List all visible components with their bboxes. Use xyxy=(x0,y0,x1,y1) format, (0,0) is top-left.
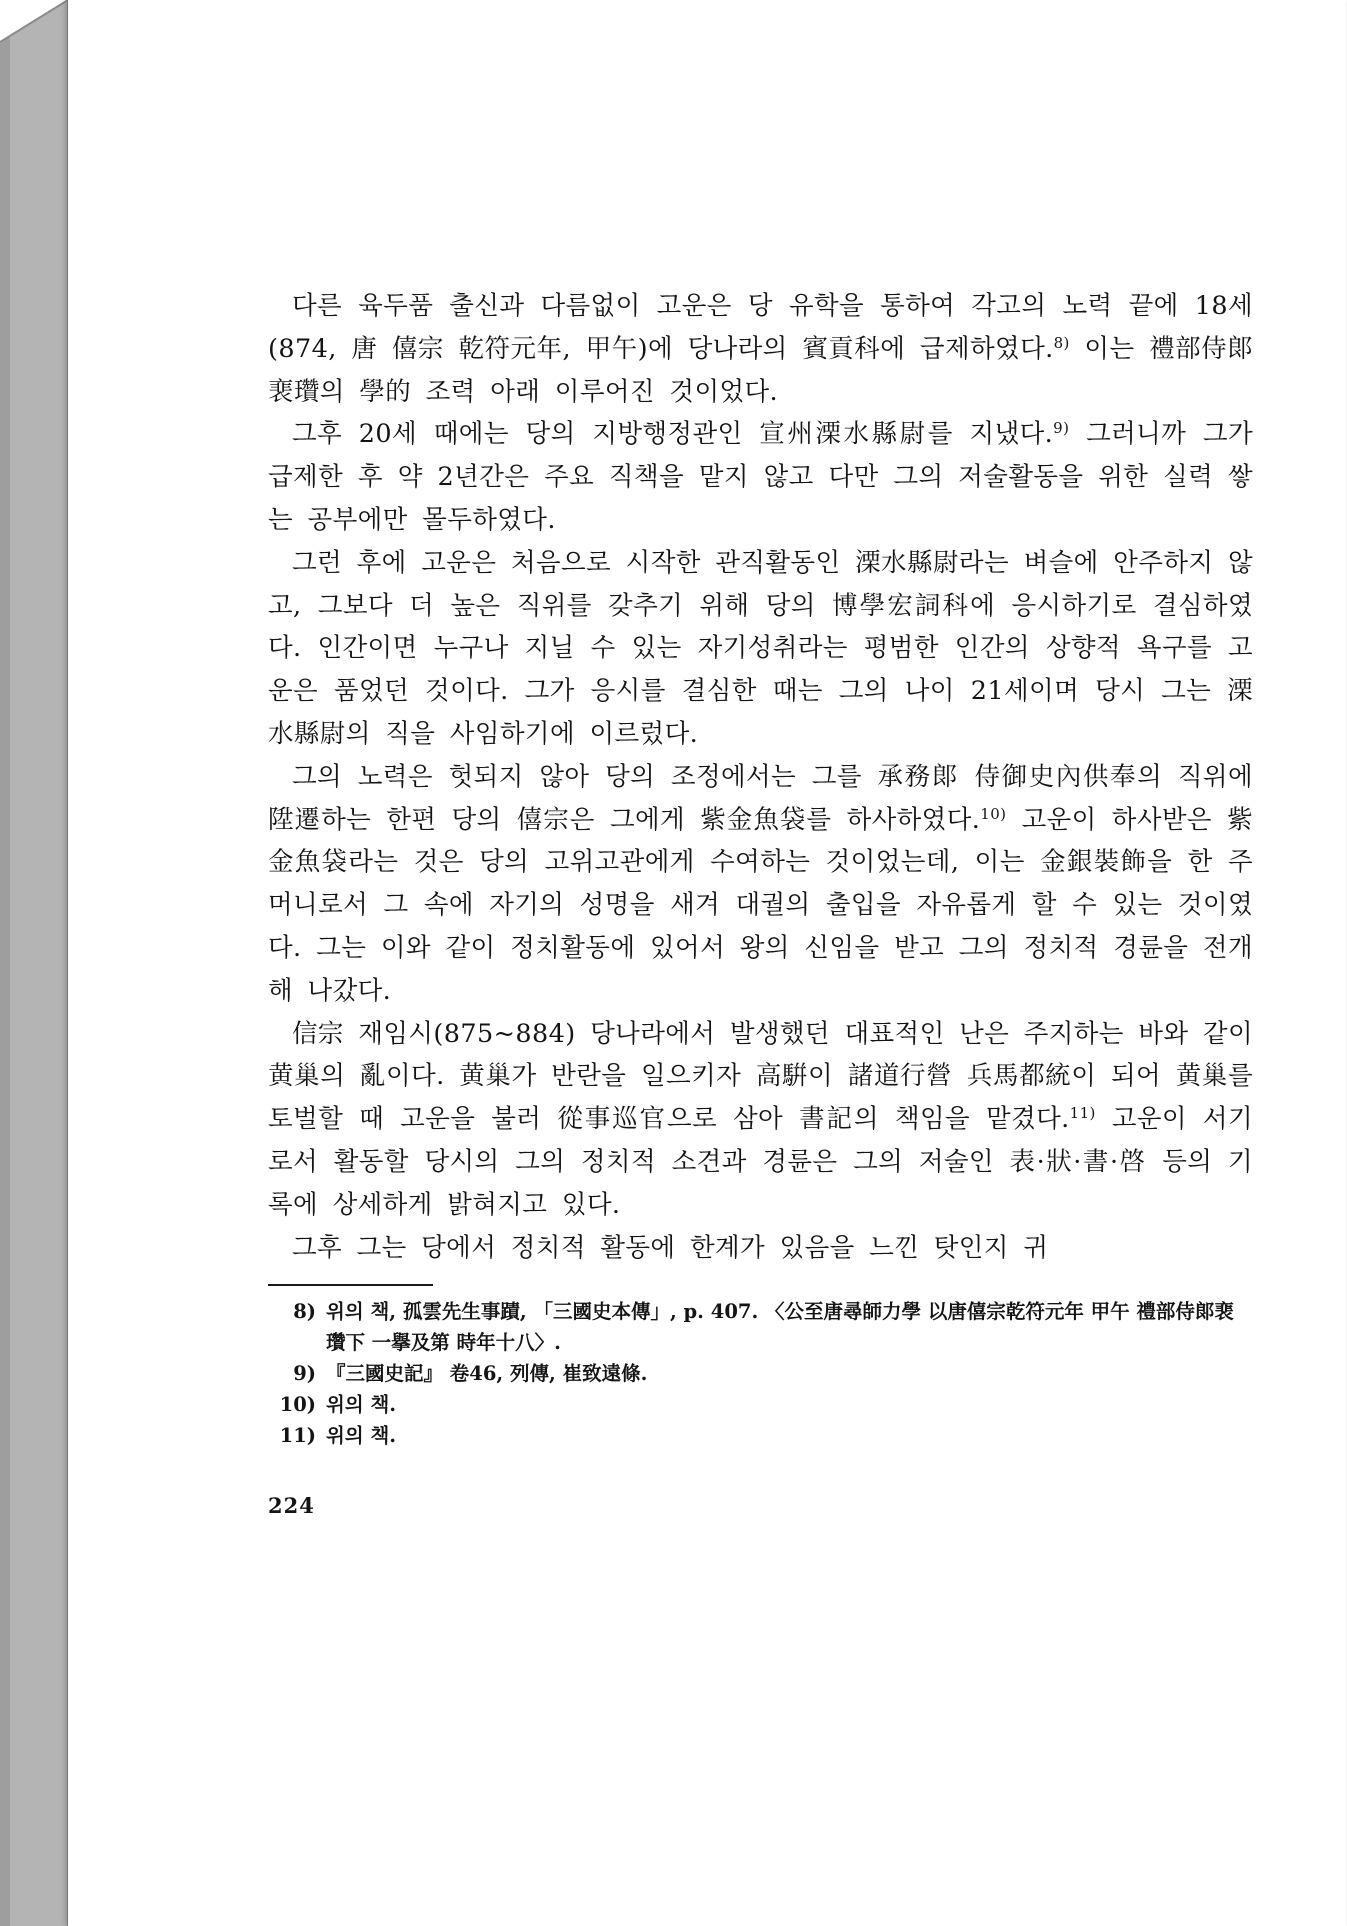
paragraph-5 xyxy=(268,1013,1253,1227)
paragraph-text: 信宗 재임시(875~884) 당나라에서 발생했던 대표적인 난은 주지하는 바와 같이 黄巢의 亂이다. 黄巢가 반란을 일으키자 高騈이 諸道行營 兵馬都統이 되어 黄巢를 토벌할 때 고운을 불러 從事巡官으로 삼아 書記의 책임을 맡겼다. xyxy=(268,1018,1253,1135)
footnote-text: 위의 책, 孤雲先生事蹟, 「三國史本傳」, p. 407. 〈公至唐尋師力學 以唐僖宗乾符元年 甲午 禮部侍郞裵瓚下 一擧及第 時年十八〉. xyxy=(326,1300,1234,1355)
paragraph-text: 다른 육두품 출신과 다름없이 고운은 당 유학을 통하여 각고의 노력 끝에 18세(874, 唐 僖宗 乾符元年, 甲午)에 당나라의 賓貢科에 급제하였다. xyxy=(268,291,1253,364)
paragraph-text: 그후 20세 때에는 당의 지방행정관인 宣州溧水縣尉를 지냈다. xyxy=(292,419,1054,450)
body-text xyxy=(268,285,1253,1269)
footnote-ref: 10) xyxy=(980,804,1007,823)
paragraph-text: 그러니까 그가 급제한 후 약 2년간은 주요 직책을 맡지 않고 다만 그의 저술활동을 위한 실력 쌓는 공부에만 몰두하였다. xyxy=(268,419,1253,535)
footnote-number: 8) xyxy=(293,1300,316,1324)
footnote-11 xyxy=(268,1420,1253,1451)
page-number: 224 xyxy=(268,1493,315,1519)
footnote-8 xyxy=(268,1296,1253,1358)
book-page xyxy=(68,0,1346,1926)
footnote-number: 11) xyxy=(279,1424,316,1448)
footnote-divider xyxy=(268,1284,433,1286)
paragraph-text: 이는 禮部侍郞 裵瓚의 學的 조력 아래 이루어진 것이었다. xyxy=(268,333,1253,407)
paragraph-3: 그런 후에 고운은 처음으로 시작한 관직활동인 溧水縣尉라는 벼슬에 안주하지 않고, 그보다 더 높은 직위를 갖추기 위해 당의 博學宏詞科에 응시하기로 결심하였다. 인간이면 누구나 지닐 수 있는 자기성취라는 평범한 인간의 상향적 욕구를 고운은 품었던 것이다. 그가 응시를 결심한 때는 그의 나이 21세이며 당시 그는 溧水縣尉의 직을 사임하기에 이르렀다. xyxy=(268,547,1253,749)
footnote-text: 위의 책. xyxy=(326,1393,397,1417)
footnote-ref: 11) xyxy=(1069,1104,1096,1123)
page-content xyxy=(268,285,1253,1518)
paragraph-text: 고운이 서기로서 활동할 당시의 그의 정치적 소견과 경륜은 그의 저술인 表·狀·書·啓 등의 기록에 상세하게 밝혀지고 있다. xyxy=(268,1104,1253,1220)
footnote-text: 위의 책. xyxy=(326,1424,397,1448)
footnotes xyxy=(268,1296,1253,1451)
footnote-9 xyxy=(268,1358,1253,1389)
footnote-text: 『三國史記』 卷46, 列傳, 崔致遠條. xyxy=(326,1362,648,1386)
paragraph-text: 그의 노력은 헛되지 않아 당의 조정에서는 그를 承務郞 侍御史內供奉의 직위에 陞遷하는 한편 당의 僖宗은 그에게 紫金魚袋를 하사하였다. xyxy=(268,761,1253,835)
paragraph-1 xyxy=(268,285,1253,413)
footnote-ref: 9) xyxy=(1053,419,1070,438)
footnote-number: 10) xyxy=(279,1393,316,1417)
paragraph-2 xyxy=(268,413,1253,541)
paragraph-text: 고운이 하사받은 紫金魚袋라는 것은 당의 고위고관에게 수여하는 것이었는데, 이는 金銀裝飾을 한 주머니로서 그 속에 자기의 성명을 새겨 대궐의 출입을 자유롭게 할 수 있는 것이였다. 그는 이와 같이 정치활동에 있어서 왕의 신임을 받고 그의 정치적 경륜을 전개해 나갔다. xyxy=(268,804,1253,1006)
footnote-10 xyxy=(268,1389,1253,1420)
footnote-ref: 8) xyxy=(1053,333,1070,352)
paragraph-6: 그후 그는 당에서 정치적 활동에 한계가 있음을 느낀 탓인지 귀 xyxy=(292,1232,1049,1263)
footnote-number: 9) xyxy=(293,1362,316,1386)
paragraph-4 xyxy=(268,756,1253,1013)
